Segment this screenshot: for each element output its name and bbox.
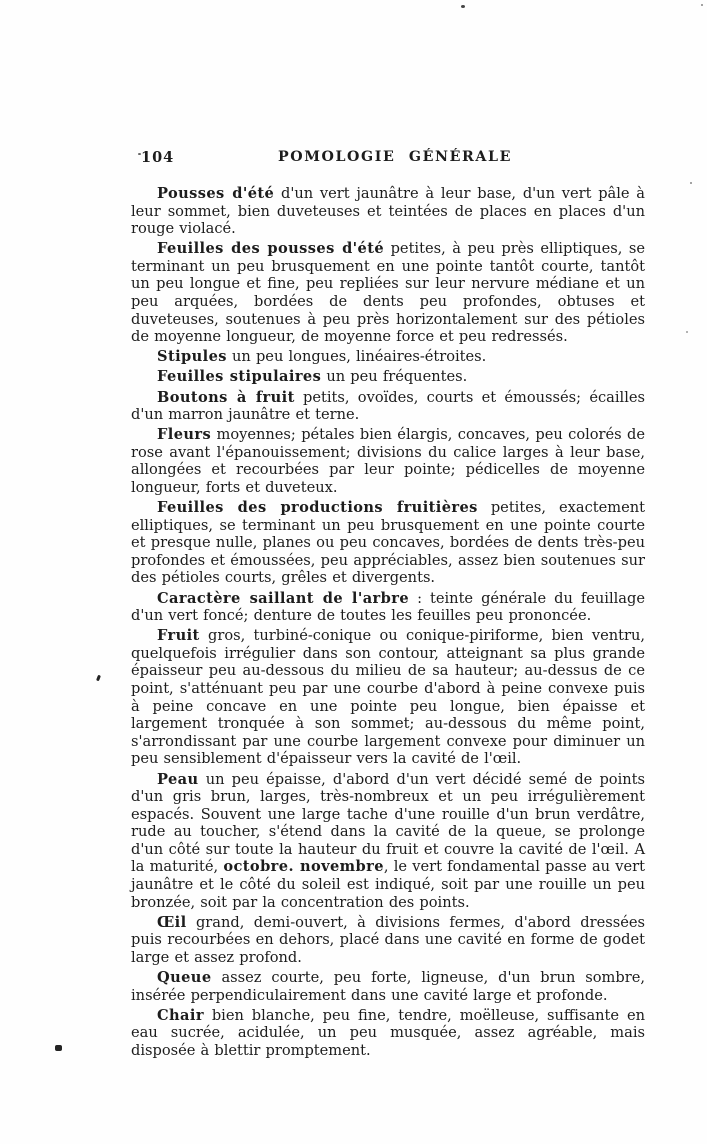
paragraph-lead: Stipules bbox=[157, 348, 227, 366]
paragraph-chair bbox=[131, 1007, 645, 1060]
paragraph-text: petits, ovoïdes, courts et émoussés; écailles d'un marron jaunâtre et terne. bbox=[131, 388, 645, 424]
paragraph-text: d'un vert jaunâtre à leur base, d'un vert pâle à leur sommet, bien duveteuses et teintées de places en places d'un rouge violacé. bbox=[131, 185, 646, 238]
paragraph-feuilles-productions bbox=[131, 499, 645, 587]
paragraph-text: petites, à peu près elliptiques, se terminant un peu brusquement en une pointe tantôt courte, tantôt un peu longue et fine, peu repliées sur leur nervure médiane et un peu arquées, bordées de dents peu profondes, obtuses et duveteuses, soutenues à peu près horizontalement sur des pétioles de moyenne longueur, de moyenne force et peu redressés. bbox=[131, 240, 646, 346]
paragraph-feuilles-pousses bbox=[131, 240, 645, 346]
paragraph-feuilles-stipulaires bbox=[131, 368, 645, 386]
paragraph-lead: Chair bbox=[157, 1006, 204, 1024]
ink-speck bbox=[690, 182, 692, 184]
paragraph-fleurs bbox=[131, 426, 645, 496]
ink-speck bbox=[701, 4, 703, 6]
paragraph-text: moyennes; pétales bien élargis, concaves, peu colorés de rose avant l'épanouissement; divisions du calice larges à leur base, allongées et recourbées par leur pointe; pédicelles de moyenne longueur, forts et duveteux. bbox=[131, 426, 646, 496]
paragraph-lead: Caractère saillant de l'arbre bbox=[157, 589, 410, 607]
paragraph-lead: Queue bbox=[157, 969, 212, 987]
paragraph-text: un peu fréquentes. bbox=[326, 368, 468, 386]
maturity-dates-emphasis: octobre. novembre bbox=[223, 858, 384, 876]
paragraph-caractere-saillant bbox=[131, 590, 645, 625]
paragraph-queue bbox=[131, 969, 645, 1004]
paragraph-fruit bbox=[131, 627, 645, 768]
paragraph-text: un peu longues, linéaires-étroites. bbox=[232, 348, 487, 366]
paragraph-pousses-dete bbox=[131, 185, 645, 238]
text-column bbox=[131, 149, 645, 1060]
paragraph-text: un peu épaisse, d'abord d'un vert décidé semé de points d'un gris brun, larges, très-nombreux et un peu irrégulièrement espacés. Souvent une large tache d'une rouille d'un brun verdâtre, rude au toucher, s'étend dans la cavité de la queue, se prolonge d'un côté sur toute la hauteur du fruit et couvre la cavité de l'œil. A la maturité, bbox=[131, 770, 646, 876]
ink-speck bbox=[55, 1045, 62, 1051]
paragraph-text: assez courte, peu forte, ligneuse, d'un brun sombre, insérée perpendiculairement dans une cavité large et profonde. bbox=[131, 969, 645, 1004]
paragraph-text: petites, exactement elliptiques, se terminant un peu brusquement en une pointe courte et presque nulle, planes ou peu concaves, bordées de dents très-peu profondes et émoussées, peu appréciables, assez bien soutenues sur des pétioles courts, grêles et divergents. bbox=[131, 499, 646, 587]
paragraph-text: gros, turbiné-conique ou conique-piriforme, bien ventru, quelquefois irrégulier dans son contour, atteignant sa plus grande épaisseur peu au-dessous du milieu de sa hauteur; au-dessus de ce point, s'atténuant peu par une courbe d'abord à peine convexe puis à peine concave en une pointe peu longue, bien épaisse et largement tronquée à son sommet; au-dessous du même point, s'arrondissant par une courbe largement convexe pour diminuer un peu sensiblement d'épaisseur vers la cavité de l'œil. bbox=[131, 627, 646, 768]
paragraph-lead: Feuilles des pousses d'été bbox=[157, 240, 385, 258]
page-body bbox=[131, 185, 645, 1060]
paragraph-boutons-a-fruit bbox=[131, 389, 645, 424]
paragraph-text: : teinte générale du feuillage d'un vert foncé; denture de toutes les feuilles peu prononcée. bbox=[131, 589, 645, 625]
paragraph-lead: Feuilles stipulaires bbox=[157, 368, 322, 386]
paragraph-lead: Pousses d'été bbox=[157, 185, 275, 202]
paragraph-stipules bbox=[131, 348, 645, 366]
paragraph-lead: Boutons à fruit bbox=[157, 388, 295, 406]
running-title: POMOLOGIE GÉNÉRALE bbox=[277, 149, 513, 165]
paragraph-oeil bbox=[131, 914, 645, 967]
paragraph-lead: Feuilles des productions fruitières bbox=[157, 499, 478, 517]
ink-speck bbox=[138, 153, 141, 155]
paragraph-lead: Fleurs bbox=[157, 426, 212, 444]
paragraph-text: bien blanche, peu fine, tendre, moëlleuse, suffisante en eau sucrée, acidulée, un peu musquée, assez agréable, mais disposée à blettir promptement. bbox=[131, 1006, 645, 1059]
ink-speck bbox=[686, 331, 688, 333]
page-header bbox=[131, 149, 645, 166]
paragraph-lead: Peau bbox=[157, 770, 199, 788]
paragraph-text: , le vert fondamental passe au vert jaunâtre et le côté du soleil est indiqué, soit par une rouille un peu bronzée, soit par la concentration des points. bbox=[131, 858, 646, 911]
paragraph-lead: Œil bbox=[157, 913, 187, 931]
paragraph-lead: Fruit bbox=[157, 627, 200, 645]
ink-speck bbox=[96, 675, 101, 682]
ink-speck bbox=[552, 1028, 554, 1030]
paragraph-text: grand, demi-ouvert, à divisions fermes, d'abord dressées puis recourbées en dehors, placé dans une cavité en forme de godet large et assez profond. bbox=[131, 913, 646, 966]
page-number: 104 bbox=[141, 149, 175, 166]
paragraph-peau bbox=[131, 771, 645, 912]
ink-speck bbox=[461, 5, 465, 8]
